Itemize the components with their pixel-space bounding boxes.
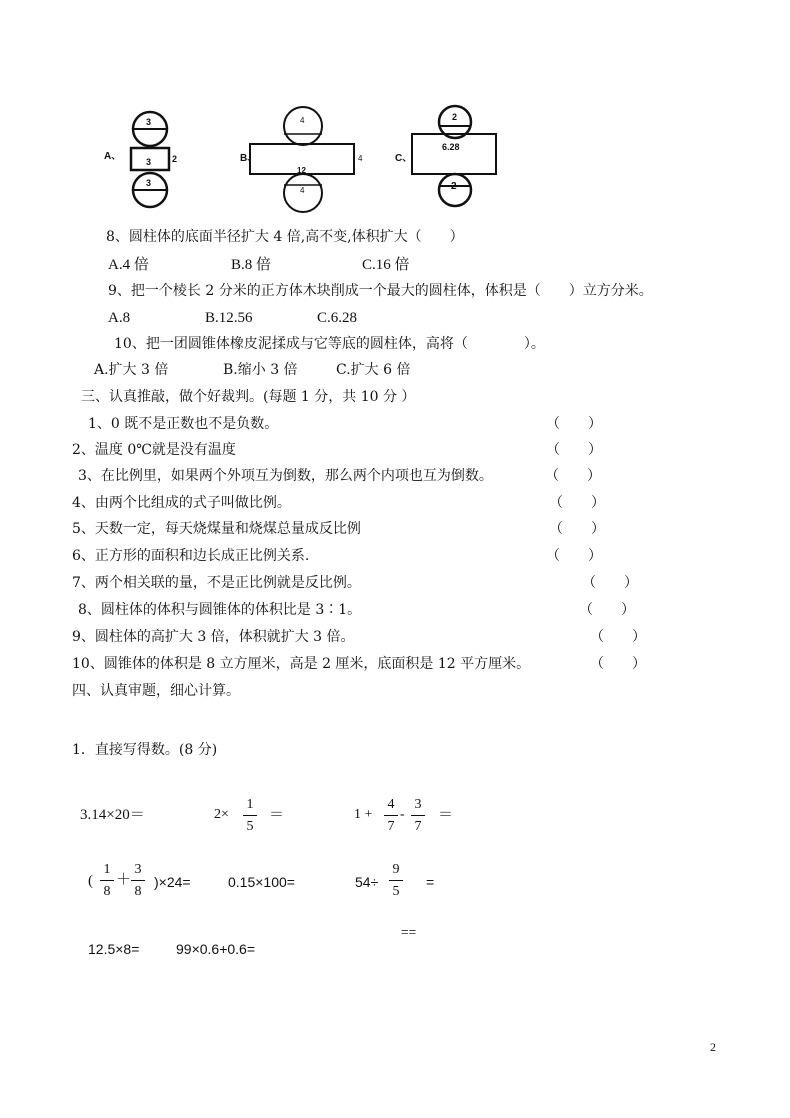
- calc-r2-a-open: (: [88, 873, 93, 889]
- question-10-option-a: A.扩大 3 倍: [94, 362, 169, 378]
- judge-item-7-answer[interactable]: （ ）: [582, 575, 638, 591]
- question-10-option-b: B.缩小 3 倍: [223, 362, 298, 378]
- calc-r1-b-pre: 2×: [214, 807, 229, 822]
- figure-b-top-value: 4: [300, 116, 305, 125]
- figure-b: [240, 104, 370, 216]
- fraction-bar: [131, 880, 145, 881]
- calc-r3-b: 99×0.6+0.6=: [176, 941, 256, 957]
- calc-r1-c-fraction-2: [411, 796, 425, 835]
- calc-r2-a-fraction-2: [131, 861, 145, 900]
- judge-item-2: 2、温度 0℃就是没有温度: [72, 442, 236, 458]
- judge-item-4-answer[interactable]: （ ）: [549, 495, 605, 511]
- figure-a-side-value: 2: [172, 154, 178, 164]
- page-number: 2: [710, 1040, 716, 1054]
- question-8-option-a: A.4 倍: [108, 257, 149, 273]
- section3-title: 三、认真推敲，做个好裁判。(每题 1 分，共 10 分 ）: [81, 389, 416, 405]
- question-9-option-c: C.6.28: [317, 310, 358, 326]
- judge-item-4: 4、由两个比组成的式子叫做比例。: [72, 495, 291, 511]
- judge-item-5: 5、天数一定，每天烧煤量和烧煤总量成反比例: [72, 521, 361, 537]
- fraction-numerator: 1: [246, 797, 254, 812]
- question-8-option-b: B.8 倍: [231, 257, 272, 273]
- judge-item-5-answer[interactable]: （ ）: [549, 521, 605, 537]
- figure-b-side-value: 4: [358, 154, 363, 163]
- question-9-option-a: A.8: [108, 310, 131, 326]
- fraction-bar: [243, 815, 257, 816]
- calc-r2-a-fraction-1: [100, 861, 114, 900]
- figure-c-bottom-value: 2: [451, 181, 457, 192]
- calc-r1-b-fraction: [243, 796, 257, 835]
- fraction-denominator: 5: [246, 819, 254, 834]
- calc-r1-c-minus: -: [400, 807, 405, 822]
- figure-a-rect-value: 3: [146, 157, 152, 167]
- calc-r2-c-pre: 54÷: [355, 874, 379, 890]
- fraction-numerator: 4: [387, 797, 395, 812]
- judge-item-10-answer[interactable]: （ ）: [590, 656, 646, 672]
- section4-title: 四、认真审题，细心计算。: [72, 683, 240, 699]
- calc-r1-c-post: ＝: [438, 807, 454, 823]
- figure-b-bottom-value: 4: [300, 186, 305, 195]
- judge-item-1-answer[interactable]: （ ）: [546, 416, 602, 432]
- judge-item-9-answer[interactable]: （ ）: [590, 629, 646, 645]
- fraction-denominator: 5: [392, 884, 400, 899]
- figure-c-rect-value: 6.28: [442, 142, 460, 152]
- fraction-denominator: 7: [387, 819, 395, 834]
- section4-sub1: 1．直接写得数。(8 分): [72, 742, 218, 758]
- calc-r2-b: 0.15×100=: [228, 874, 295, 890]
- calc-r1-b-post: ＝: [269, 807, 285, 823]
- judge-item-6: 6、正方形的面积和边长成正比例关系.: [72, 548, 310, 564]
- question-10-stem: 10、把一团圆锥体橡皮泥揉成与它等底的圆柱体，高将（ ）。: [114, 336, 545, 352]
- stray-equals: ==: [401, 924, 417, 939]
- judge-item-2-answer[interactable]: （ ）: [546, 442, 602, 458]
- question-8-option-c: C.16 倍: [362, 257, 410, 273]
- calc-r2-a-plus: ＋: [116, 872, 132, 888]
- judge-item-1: 1、0 既不是正数也不是负数。: [88, 416, 279, 432]
- calc-r1-c-pre: 1 +: [354, 807, 373, 822]
- judge-item-6-answer[interactable]: （ ）: [546, 548, 602, 564]
- figure-b-label: B、: [240, 153, 258, 164]
- fraction-numerator: 3: [414, 797, 422, 812]
- figure-a: [104, 104, 194, 214]
- judge-item-10: 10、圆锥体的体积是 8 立方厘米，高是 2 厘米，底面积是 12 平方厘米。: [72, 656, 531, 672]
- figure-b-drawing: [240, 104, 370, 216]
- judge-item-7: 7、两个相关联的量，不是正比例就是反比例。: [72, 575, 361, 591]
- figure-b-rect-value: 12: [297, 166, 306, 175]
- fraction-bar: [384, 815, 398, 816]
- question-9-stem: 9、把一个棱长 2 分米的正方体木块削成一个最大的圆柱体，体积是（ ）立方分米。: [108, 283, 653, 299]
- calc-r3-a: 12.5×8=: [88, 941, 140, 957]
- fraction-numerator: 1: [103, 862, 111, 877]
- fraction-bar: [100, 880, 114, 881]
- question-8-stem: 8、圆柱体的底面半径扩大 4 倍,高不变,体积扩大（ ）: [106, 229, 464, 245]
- fraction-bar: [389, 880, 403, 881]
- figure-a-label: A、: [104, 151, 122, 162]
- calc-r1-a: 3.14×20＝: [80, 807, 145, 823]
- fraction-denominator: 7: [414, 819, 422, 834]
- calc-r2-c-fraction: [389, 861, 403, 900]
- calc-r1-c-fraction-1: [384, 796, 398, 835]
- calc-r2-a-close: )×24=: [154, 874, 191, 890]
- figure-a-bottom-value: 3: [146, 178, 152, 188]
- figure-a-top-value: 3: [146, 117, 152, 127]
- fraction-denominator: 8: [134, 884, 142, 899]
- figure-c-label: C、: [395, 153, 413, 164]
- fraction-denominator: 8: [103, 884, 111, 899]
- figure-c: [395, 104, 505, 216]
- judge-item-8-answer[interactable]: （ ）: [579, 602, 635, 618]
- fraction-bar: [411, 815, 425, 816]
- question-10-option-c: C.扩大 6 倍: [336, 362, 411, 378]
- judge-item-3-answer[interactable]: （ ）: [545, 468, 601, 484]
- fraction-numerator: 9: [392, 862, 400, 877]
- judge-item-9: 9、圆柱体的高扩大 3 倍，体积就扩大 3 倍。: [72, 629, 355, 645]
- calc-r2-c-post: =: [426, 874, 435, 890]
- judge-item-3: 3、在比例里，如果两个外项互为倒数，那么两个内项也互为倒数。: [78, 468, 493, 484]
- fraction-numerator: 3: [134, 862, 142, 877]
- question-9-option-b: B.12.56: [205, 310, 253, 326]
- figure-c-top-value: 2: [452, 112, 458, 122]
- judge-item-8: 8、圆柱体的体积与圆锥体的体积比是 3∶1。: [78, 602, 362, 618]
